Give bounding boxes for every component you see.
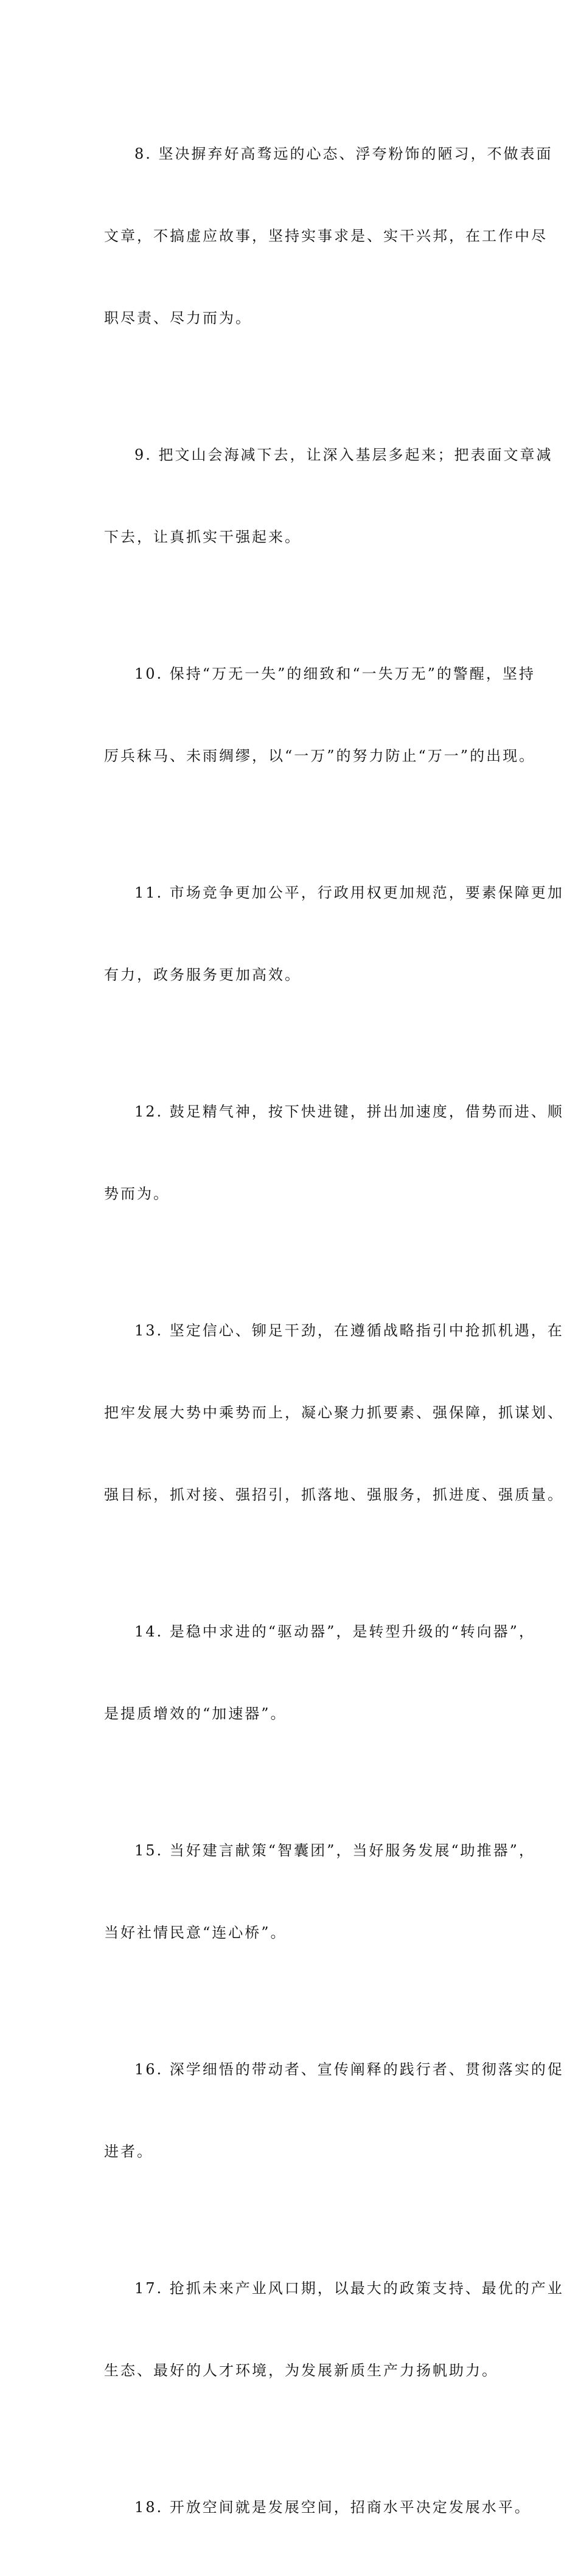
- text-line: 下去，让真抓实干强起来。: [104, 528, 301, 545]
- list-item-13: [74, 1262, 564, 1563]
- text-line: 有力，政务服务更加高效。: [104, 966, 301, 983]
- text-line: 10. 保持“万无一失”的细致和“一失万无”的警醒，坚持: [134, 665, 535, 682]
- text-line: 文章，不搞虚应故事，坚持实事求是、实干兴邦，在工作中尽: [104, 227, 548, 244]
- text-line: 9. 把文山会海减下去，让深入基层多起来；把表面文章减: [134, 446, 553, 463]
- text-line: 15. 当好建言献策“智囊团”，当好服务发展“助推器”，: [134, 1842, 535, 1859]
- list-item-15: [74, 1782, 535, 2001]
- text-line: 把牢发展大势中乘势而上，凝心聚力抓要素、强保障，抓谋划、: [104, 1404, 564, 1421]
- text-line: 18. 开放空间就是发展空间，招商水平决定发展水平。: [134, 2499, 531, 2516]
- list-item-9: [74, 387, 553, 606]
- list-item-14: [74, 1563, 535, 1782]
- text-line: 14. 是稳中求进的“驱动器”，是转型升级的“转向器”，: [134, 1623, 535, 1640]
- list-item-18: [74, 2439, 531, 2576]
- text-line: 13. 坚定信心、铆足干劲，在遵循战略指引中抢抓机遇，在: [134, 1322, 564, 1339]
- list-item-17: [74, 2220, 564, 2439]
- text-line: 11. 市场竞争更加公平，行政用权更加规范，要素保障更加: [134, 884, 564, 901]
- text-line: 12. 鼓足精气神，按下快进键，拼出加速度，借势而进、顺: [134, 1103, 564, 1120]
- text-line: 势而为。: [104, 1185, 170, 1202]
- text-line: 8. 坚决摒弃好高骛远的心态、浮夸粉饰的陋习，不做表面: [134, 145, 553, 162]
- text-line: 16. 深学细悟的带动者、宣传阐释的践行者、贯彻落实的促: [134, 2061, 564, 2078]
- list-item-10: [74, 606, 536, 825]
- list-item-11: [74, 825, 564, 1044]
- list-item-12: [74, 1044, 564, 1262]
- list-item-16: [74, 2001, 564, 2220]
- text-line: 进者。: [104, 2143, 153, 2160]
- text-line: 强目标，抓对接、强招引，抓落地、强服务，抓进度、强质量。: [104, 1486, 564, 1503]
- text-line: 是提质增效的“加速器”。: [104, 1705, 287, 1722]
- text-line: 厉兵秣马、未雨绸缪，以“一万”的努力防止“万一”的出现。: [104, 747, 536, 764]
- text-line: 当好社情民意“连心桥”。: [104, 1924, 287, 1941]
- document-body: [74, 86, 564, 2576]
- list-item-8: [74, 86, 553, 387]
- text-line: 生态、最好的人才环境，为发展新质生产力扬帆助力。: [104, 2362, 498, 2379]
- text-line: 职尽责、尽力而为。: [104, 310, 252, 327]
- text-line: 17. 抢抓未来产业风口期，以最大的政策支持、最优的产业: [134, 2280, 564, 2297]
